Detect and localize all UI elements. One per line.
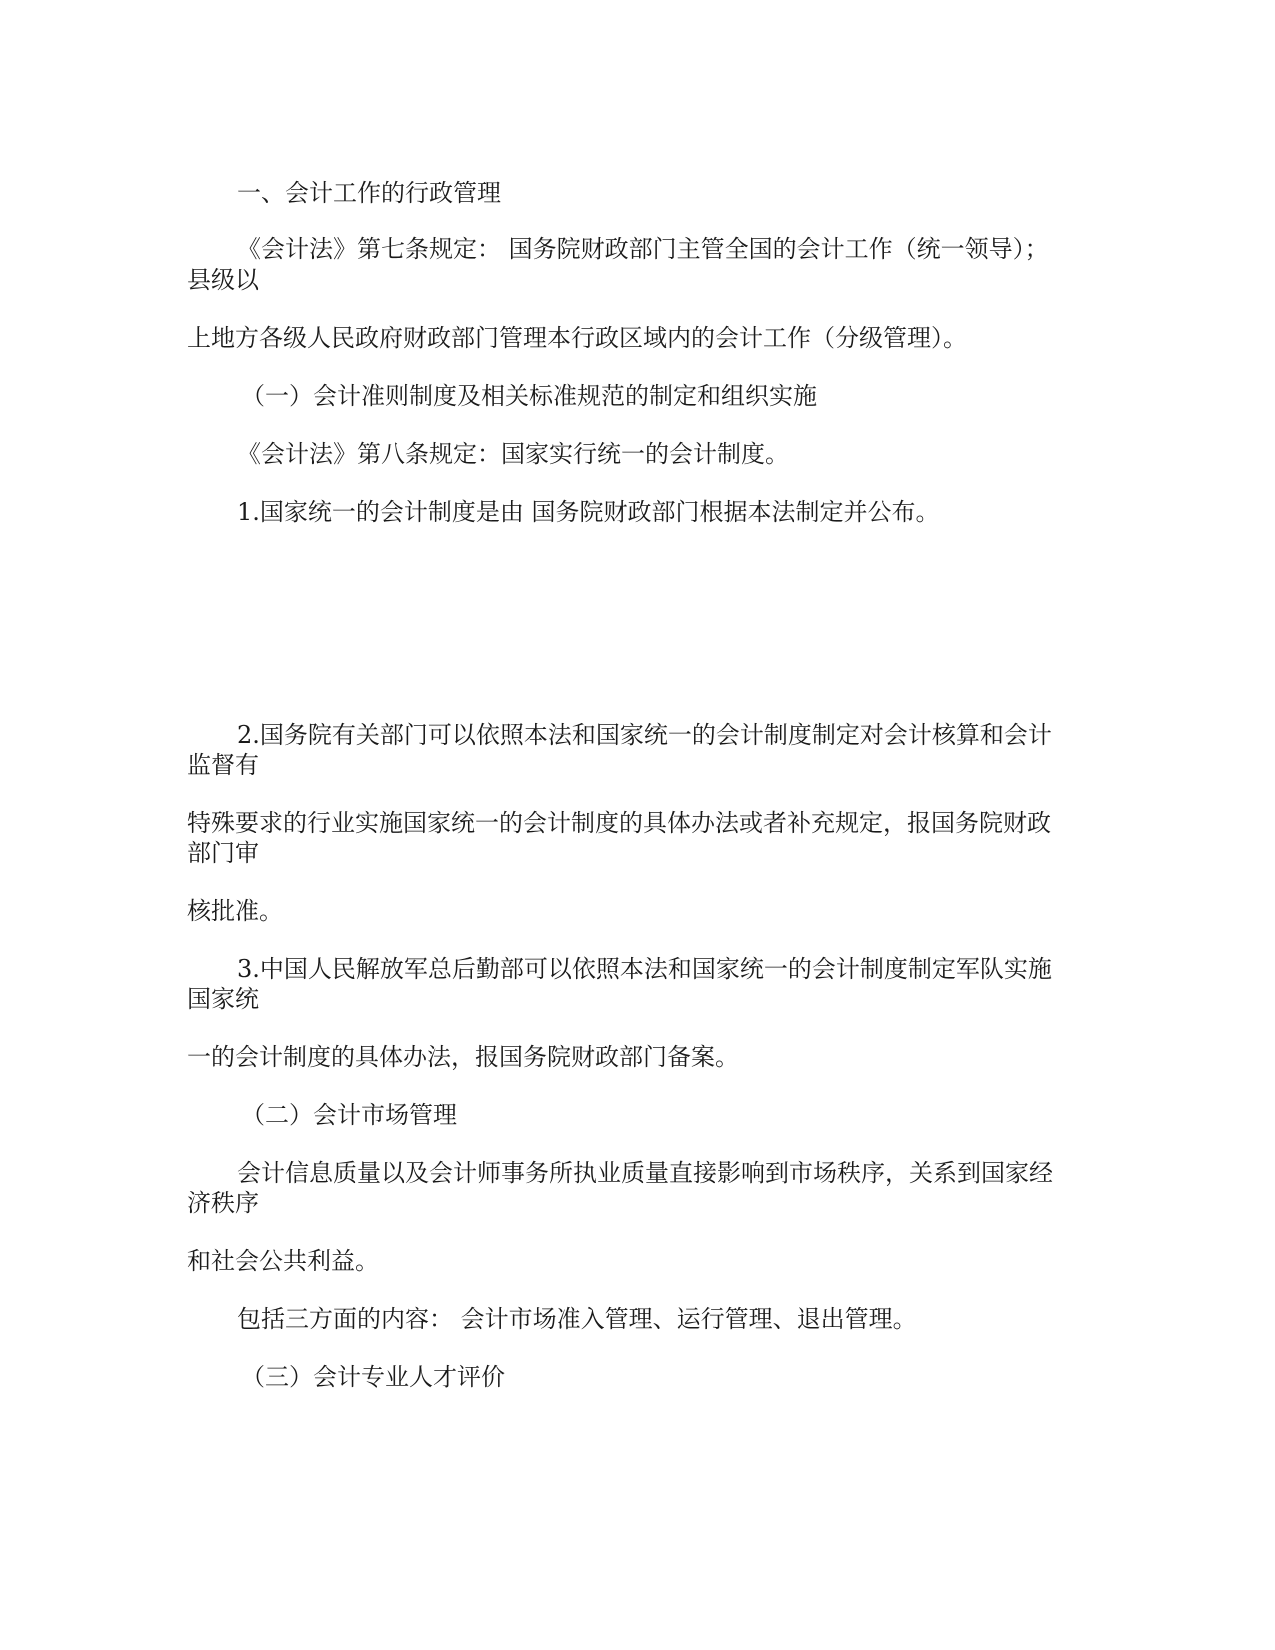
subsection-heading: （一）会计准则制度及相关标准规范的制定和组织实施 xyxy=(241,382,817,410)
list-item-1: 1.国家统一的会计制度是由 国务院财政部门根据本法制定并公布。 xyxy=(237,498,940,526)
paragraph-line: 包括三方面的内容： 会计市场准入管理、运行管理、退出管理。 xyxy=(237,1305,917,1333)
subsection-heading: （三）会计专业人才评价 xyxy=(241,1363,505,1391)
subsection-heading: （二）会计市场管理 xyxy=(241,1101,457,1129)
paragraph-line: 《会计法》第八条规定：国家实行统一的会计制度。 xyxy=(237,440,789,468)
list-item-2: 2.国务院有关部门可以依照本法和国家统一的会计制度制定对会计核算和会计 xyxy=(237,721,1052,749)
paragraph-line: 部门审 xyxy=(187,839,259,867)
paragraph-line: 济秩序 xyxy=(187,1189,259,1217)
paragraph-line: 和社会公共利益。 xyxy=(187,1247,379,1275)
paragraph-line: 县级以 xyxy=(187,266,259,294)
paragraph-line: 《会计法》第七条规定： 国务院财政部门主管全国的会计工作（统一领导）； xyxy=(237,235,1049,263)
paragraph-line: 核批准。 xyxy=(187,897,283,925)
paragraph-line: 一的会计制度的具体办法，报国务院财政部门备案。 xyxy=(187,1043,739,1071)
section-heading: 一、会计工作的行政管理 xyxy=(237,179,501,207)
paragraph-line: 特殊要求的行业实施国家统一的会计制度的具体办法或者补充规定，报国务院财政 xyxy=(187,809,1051,837)
paragraph-line: 上地方各级人民政府财政部门管理本行政区域内的会计工作（分级管理）。 xyxy=(187,324,967,352)
paragraph-line: 会计信息质量以及会计师事务所执业质量直接影响到市场秩序，关系到国家经 xyxy=(237,1159,1053,1187)
paragraph-line: 国家统 xyxy=(187,985,259,1013)
list-item-3: 3.中国人民解放军总后勤部可以依照本法和国家统一的会计制度制定军队实施 xyxy=(237,955,1052,983)
paragraph-line: 监督有 xyxy=(187,751,259,779)
